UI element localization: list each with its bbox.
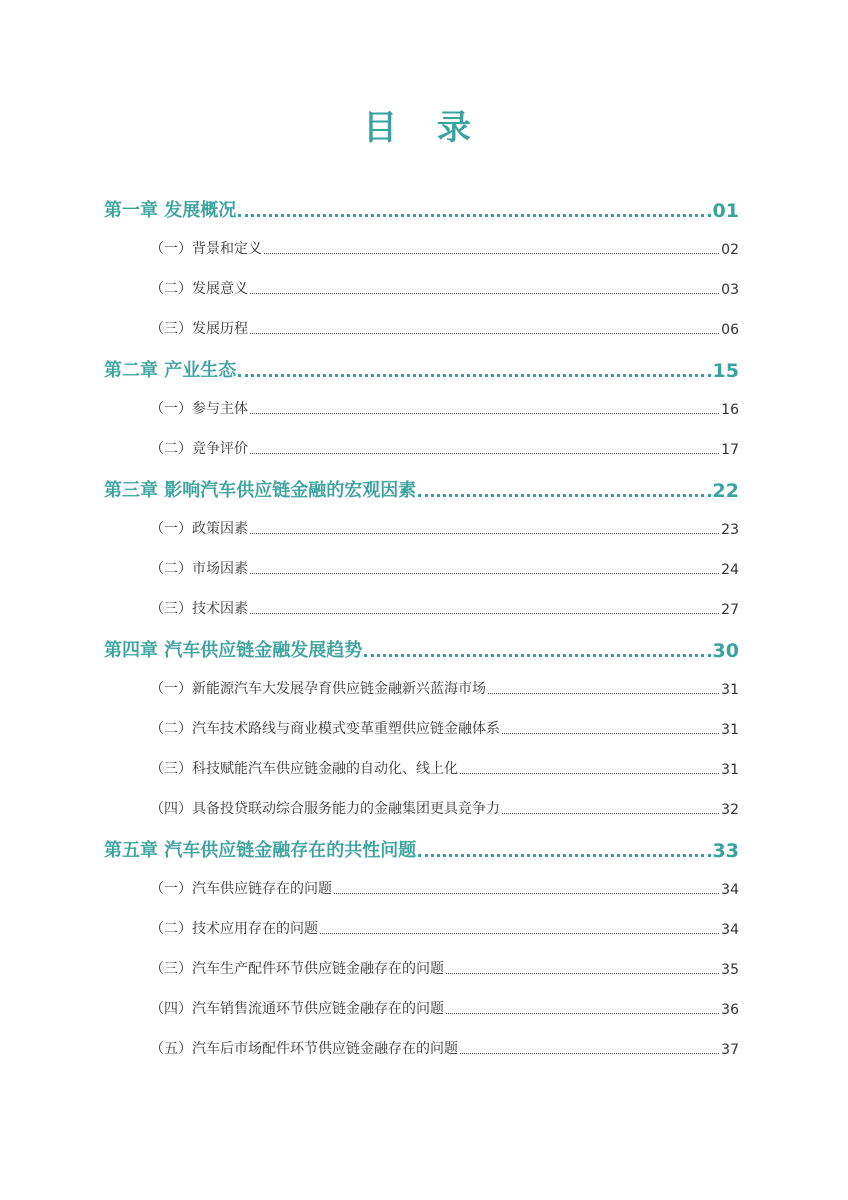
toc-page-number: 02 [721,242,739,258]
toc-section-entry[interactable] [150,798,739,818]
toc-entry-label: （一）新能源汽车大发展孕育供应链金融新兴蓝海市场 [150,681,486,697]
toc-page-number: 22 [712,480,739,502]
toc-entry-label: （四）汽车销售流通环节供应链金融存在的问题 [150,1001,444,1017]
toc-section-entry[interactable] [150,678,739,698]
toc-section-entry[interactable] [150,758,739,778]
toc-chapter-entry[interactable] [104,636,739,662]
toc-page-number: 31 [721,682,739,698]
dot-leader [364,653,710,657]
toc-page-number: 17 [721,442,739,458]
toc-entry-label: （二）发展意义 [150,281,248,297]
dot-leader [250,332,719,334]
dot-leader [418,493,710,497]
toc-entry-label: （三）技术因素 [150,601,248,617]
toc-entry-label: （一）汽车供应链存在的问题 [150,881,332,897]
toc-section-entry[interactable] [150,558,739,578]
toc-entry-label: （二）竞争评价 [150,441,248,457]
toc-entry-label: 第三章 影响汽车供应链金融的宏观因素 [104,480,417,501]
toc-entry-label: 第五章 汽车供应链金融存在的共性问题 [104,840,417,861]
toc-section-entry[interactable] [150,958,739,978]
dot-leader [502,812,719,814]
toc-page-number: 27 [721,602,739,618]
toc-chapter-entry[interactable] [104,476,739,502]
dot-leader [446,972,719,974]
toc-section-entry[interactable] [150,1038,739,1058]
toc-entry-label: （三）汽车生产配件环节供应链金融存在的问题 [150,961,444,977]
toc-entry-label: （五）汽车后市场配件环节供应链金融存在的问题 [150,1041,458,1057]
toc-section-entry[interactable] [150,238,739,258]
dot-leader [446,1012,719,1014]
toc-section-entry[interactable] [150,318,739,338]
toc-section-entry[interactable] [150,398,739,418]
toc-entry-label: （三）科技赋能汽车供应链金融的自动化、线上化 [150,761,458,777]
toc-entry-label: （三）发展历程 [150,321,248,337]
toc-page-number: 35 [721,962,739,978]
toc-page-number: 03 [721,282,739,298]
dot-leader [460,1052,719,1054]
toc-entry-label: （一）参与主体 [150,401,248,417]
dot-leader [238,373,710,377]
toc-entry-label: 第二章 产业生态 [104,360,237,381]
toc-entry-label: （二）技术应用存在的问题 [150,921,318,937]
dot-leader [250,292,719,294]
toc-section-entry[interactable] [150,278,739,298]
toc-entry-label: （二）汽车技术路线与商业模式变革重塑供应链金融体系 [150,721,500,737]
dot-leader [488,692,719,694]
page-title: 目 录 [363,108,485,148]
dot-leader [334,892,719,894]
toc-entry-label: （四）具备投贷联动综合服务能力的金融集团更具竞争力 [150,801,500,817]
toc-page-number: 36 [721,1002,739,1018]
toc-entry-label: 第四章 汽车供应链金融发展趋势 [104,640,363,661]
toc-page-number: 15 [712,360,739,382]
toc-page-number: 34 [721,882,739,898]
dot-leader [250,612,719,614]
toc-page-number: 37 [721,1042,739,1058]
toc-page-number: 01 [712,200,739,222]
toc-chapter-entry[interactable] [104,356,739,382]
toc-section-entry[interactable] [150,918,739,938]
toc-page-number: 31 [721,722,739,738]
toc-page-number: 06 [721,322,739,338]
toc-section-entry[interactable] [150,998,739,1018]
toc-page-number: 32 [721,802,739,818]
toc-page-number: 30 [712,640,739,662]
dot-leader [264,252,719,254]
dot-leader [418,853,710,857]
toc-entry-label: （二）市场因素 [150,561,248,577]
toc-section-entry[interactable] [150,438,739,458]
toc-entry-label: （一）政策因素 [150,521,248,537]
toc-chapter-entry[interactable] [104,836,739,862]
toc-chapter-entry[interactable] [104,196,739,222]
dot-leader [502,732,719,734]
toc-section-entry[interactable] [150,718,739,738]
toc-section-entry[interactable] [150,598,739,618]
toc-page-number: 34 [721,922,739,938]
toc-section-entry[interactable] [150,518,739,538]
toc-page-number: 33 [712,840,739,862]
dot-leader [238,213,710,217]
toc-section-entry[interactable] [150,878,739,898]
toc-page-number: 31 [721,762,739,778]
toc-page-number: 23 [721,522,739,538]
toc-entry-label: 第一章 发展概况 [104,200,237,221]
dot-leader [250,532,719,534]
dot-leader [460,772,719,774]
dot-leader [320,932,719,934]
dot-leader [250,412,719,414]
toc-page-number: 16 [721,402,739,418]
toc-entry-label: （一）背景和定义 [150,241,262,257]
toc-page-number: 24 [721,562,739,578]
dot-leader [250,572,719,574]
dot-leader [250,452,719,454]
